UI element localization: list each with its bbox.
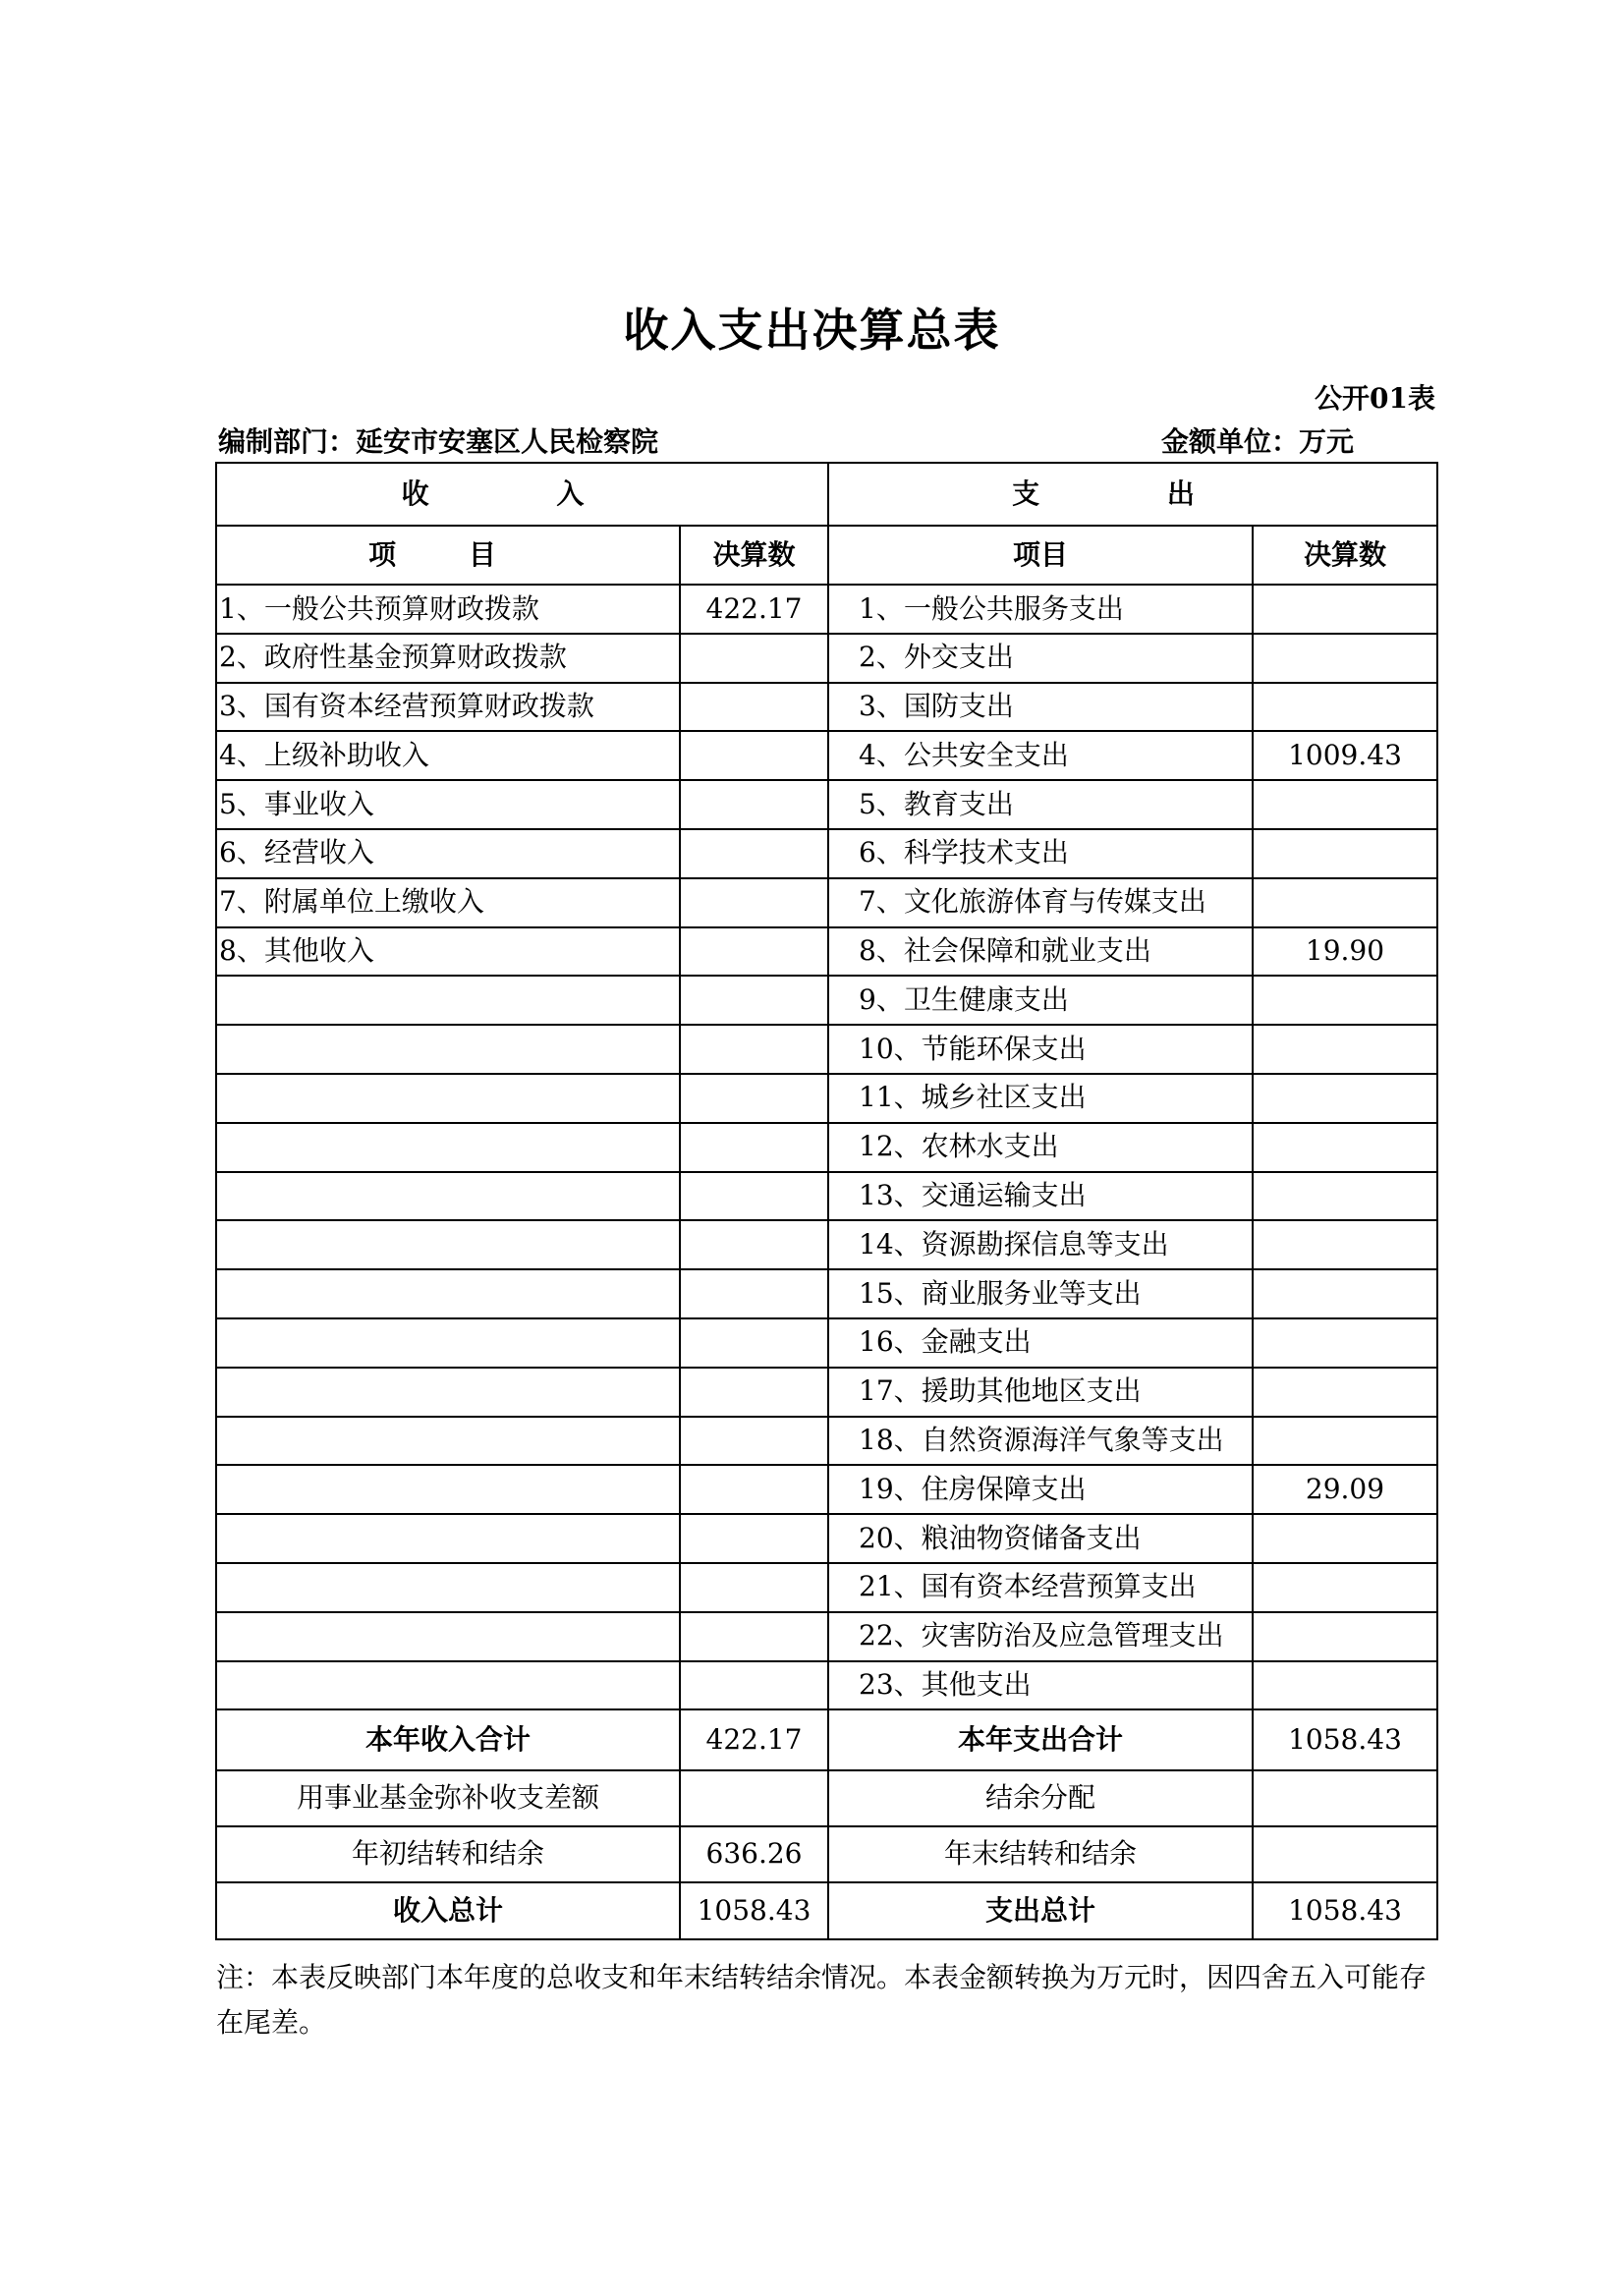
expense-item-cell: 6、科学技术支出 — [828, 829, 1253, 878]
table-row — [216, 1025, 1437, 1074]
expense-amount-cell — [1253, 634, 1437, 683]
table-row — [216, 780, 1437, 829]
income-item-cell — [216, 1563, 680, 1612]
expense-section-header: 支 出 — [828, 463, 1437, 526]
table-row — [216, 1123, 1437, 1172]
summary-expense-amount: 1058.43 — [1253, 1882, 1437, 1939]
expense-item-cell: 18、自然资源海洋气象等支出 — [828, 1417, 1253, 1466]
income-item-cell — [216, 1661, 680, 1710]
expense-item-cell: 9、卫生健康支出 — [828, 976, 1253, 1025]
expense-item-cell: 7、文化旅游体育与传媒支出 — [828, 878, 1253, 927]
expense-amount-cell — [1253, 585, 1437, 634]
income-amount-cell — [680, 829, 828, 878]
income-item-cell — [216, 1514, 680, 1563]
summary-row — [216, 1709, 1437, 1770]
summary-expense-label: 支出总计 — [828, 1882, 1253, 1939]
department-label: 编制部门：延安市安塞区人民检察院 — [218, 425, 659, 458]
expense-item-cell: 12、农林水支出 — [828, 1123, 1253, 1172]
summary-row — [216, 1882, 1437, 1939]
expense-amount-cell: 1009.43 — [1253, 731, 1437, 780]
income-item-cell — [216, 1074, 680, 1123]
income-amount-cell — [680, 927, 828, 977]
expense-item-cell: 16、金融支出 — [828, 1318, 1253, 1368]
expense-amount-cell — [1253, 1368, 1437, 1417]
expense-amount-cell — [1253, 976, 1437, 1025]
summary-income-label: 收入总计 — [216, 1882, 680, 1939]
summary-income-label: 用事业基金弥补收支差额 — [216, 1770, 680, 1826]
summary-expense-amount — [1253, 1770, 1437, 1826]
income-item-cell — [216, 1417, 680, 1466]
income-item-header: 项 目 — [216, 526, 680, 585]
income-item-cell — [216, 1220, 680, 1269]
table-code: 公开01表 — [1315, 382, 1435, 415]
table-row — [216, 1465, 1437, 1514]
income-item-cell: 6、经营收入 — [216, 829, 680, 878]
income-item-cell: 2、政府性基金预算财政拨款 — [216, 634, 680, 683]
expense-item-cell: 4、公共安全支出 — [828, 731, 1253, 780]
income-item-cell — [216, 1025, 680, 1074]
income-amount-cell — [680, 1220, 828, 1269]
table-row — [216, 1563, 1437, 1612]
income-amount-cell — [680, 683, 828, 732]
expense-item-cell: 15、商业服务业等支出 — [828, 1269, 1253, 1318]
column-header-row — [216, 526, 1437, 585]
table-row — [216, 829, 1437, 878]
unit-label: 金额单位：万元 — [1161, 425, 1355, 458]
expense-amount-cell — [1253, 1612, 1437, 1661]
table-row — [216, 1318, 1437, 1368]
expense-amount-cell: 29.09 — [1253, 1465, 1437, 1514]
expense-item-cell: 3、国防支出 — [828, 683, 1253, 732]
expense-amount-cell — [1253, 1661, 1437, 1710]
table-row — [216, 1172, 1437, 1221]
summary-expense-label: 结余分配 — [828, 1770, 1253, 1826]
income-item-cell — [216, 1612, 680, 1661]
income-amount-cell — [680, 1172, 828, 1221]
expense-amount-cell: 19.90 — [1253, 927, 1437, 977]
income-amount-cell — [680, 878, 828, 927]
income-item-cell: 8、其他收入 — [216, 927, 680, 977]
table-row — [216, 634, 1437, 683]
expense-item-cell: 1、一般公共服务支出 — [828, 585, 1253, 634]
summary-income-label: 本年收入合计 — [216, 1709, 680, 1770]
summary-income-label: 年初结转和结余 — [216, 1826, 680, 1882]
income-section-header: 收 入 — [216, 463, 828, 526]
expense-amount-cell — [1253, 1172, 1437, 1221]
summary-row — [216, 1770, 1437, 1826]
income-item-cell — [216, 1318, 680, 1368]
income-amount-cell — [680, 780, 828, 829]
expense-amount-cell — [1253, 780, 1437, 829]
table-row — [216, 1661, 1437, 1710]
income-amount-cell — [680, 1417, 828, 1466]
expense-amount-cell — [1253, 1220, 1437, 1269]
page-title: 收入支出决算总表 — [623, 304, 1001, 357]
expense-item-cell: 21、国有资本经营预算支出 — [828, 1563, 1253, 1612]
expense-item-cell: 5、教育支出 — [828, 780, 1253, 829]
table-row — [216, 1074, 1437, 1123]
expense-item-cell: 20、粮油物资储备支出 — [828, 1514, 1253, 1563]
income-amount-cell — [680, 634, 828, 683]
section-header-row — [216, 463, 1437, 526]
table-row — [216, 1220, 1437, 1269]
income-amount-cell — [680, 1563, 828, 1612]
expense-amount-cell — [1253, 1563, 1437, 1612]
income-item-cell — [216, 1368, 680, 1417]
income-amount-cell — [680, 1269, 828, 1318]
table-row — [216, 731, 1437, 780]
income-item-cell — [216, 1172, 680, 1221]
income-amount-cell — [680, 1074, 828, 1123]
expense-amount-header: 决算数 — [1253, 526, 1437, 585]
expense-amount-cell — [1253, 1318, 1437, 1368]
table-row — [216, 927, 1437, 977]
income-item-cell: 3、国有资本经营预算财政拨款 — [216, 683, 680, 732]
income-amount-cell — [680, 1661, 828, 1710]
income-amount-cell — [680, 731, 828, 780]
income-amount-cell — [680, 1612, 828, 1661]
summary-income-amount — [680, 1770, 828, 1826]
expense-amount-cell — [1253, 1514, 1437, 1563]
expense-item-cell: 13、交通运输支出 — [828, 1172, 1253, 1221]
income-amount-header: 决算数 — [680, 526, 828, 585]
expense-amount-cell — [1253, 878, 1437, 927]
summary-expense-label: 年末结转和结余 — [828, 1826, 1253, 1882]
table-row — [216, 683, 1437, 732]
expense-item-cell: 10、节能环保支出 — [828, 1025, 1253, 1074]
expense-item-header: 项目 — [828, 526, 1253, 585]
income-expense-table — [215, 462, 1438, 1940]
income-item-cell: 5、事业收入 — [216, 780, 680, 829]
income-amount-cell: 422.17 — [680, 585, 828, 634]
expense-amount-cell — [1253, 829, 1437, 878]
income-amount-cell — [680, 1465, 828, 1514]
expense-item-cell: 8、社会保障和就业支出 — [828, 927, 1253, 977]
summary-row — [216, 1826, 1437, 1882]
table-row — [216, 1514, 1437, 1563]
table-row — [216, 976, 1437, 1025]
income-amount-cell — [680, 1025, 828, 1074]
income-item-cell — [216, 976, 680, 1025]
expense-amount-cell — [1253, 1025, 1437, 1074]
expense-item-cell: 23、其他支出 — [828, 1661, 1253, 1710]
summary-expense-amount: 1058.43 — [1253, 1709, 1437, 1770]
expense-amount-cell — [1253, 1123, 1437, 1172]
income-item-cell: 7、附属单位上缴收入 — [216, 878, 680, 927]
expense-item-cell: 22、灾害防治及应急管理支出 — [828, 1612, 1253, 1661]
income-item-cell — [216, 1123, 680, 1172]
table-row — [216, 1269, 1437, 1318]
expense-item-cell: 14、资源勘探信息等支出 — [828, 1220, 1253, 1269]
table-row — [216, 1368, 1437, 1417]
summary-income-amount: 1058.43 — [680, 1882, 828, 1939]
table-row — [216, 1417, 1437, 1466]
expense-item-cell: 2、外交支出 — [828, 634, 1253, 683]
expense-item-cell: 19、住房保障支出 — [828, 1465, 1253, 1514]
summary-income-amount: 422.17 — [680, 1709, 828, 1770]
income-amount-cell — [680, 1318, 828, 1368]
expense-item-cell: 17、援助其他地区支出 — [828, 1368, 1253, 1417]
expense-amount-cell — [1253, 1417, 1437, 1466]
income-item-cell: 1、一般公共预算财政拨款 — [216, 585, 680, 634]
table-row — [216, 878, 1437, 927]
expense-amount-cell — [1253, 1269, 1437, 1318]
income-amount-cell — [680, 1123, 828, 1172]
income-amount-cell — [680, 1368, 828, 1417]
income-item-cell: 4、上级补助收入 — [216, 731, 680, 780]
summary-expense-label: 本年支出合计 — [828, 1709, 1253, 1770]
income-item-cell — [216, 1465, 680, 1514]
expense-amount-cell — [1253, 1074, 1437, 1123]
income-amount-cell — [680, 1514, 828, 1563]
table-row — [216, 1612, 1437, 1661]
expense-amount-cell — [1253, 683, 1437, 732]
table-row — [216, 585, 1437, 634]
expense-item-cell: 11、城乡社区支出 — [828, 1074, 1253, 1123]
summary-income-amount: 636.26 — [680, 1826, 828, 1882]
summary-expense-amount — [1253, 1826, 1437, 1882]
income-item-cell — [216, 1269, 680, 1318]
income-amount-cell — [680, 976, 828, 1025]
footnote: 注：本表反映部门本年度的总收支和年末结转结余情况。本表金额转换为万元时，因四舍五入可能存在尾差。 — [216, 1961, 1428, 2039]
